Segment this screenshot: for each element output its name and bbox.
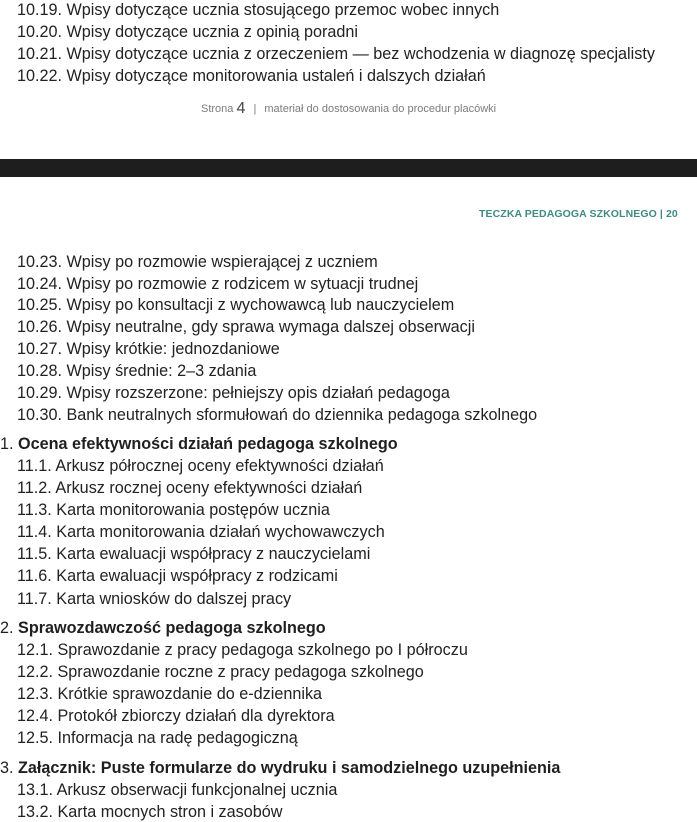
toc-item: 13.1. Arkusz obserwacji funkcjonalnej ucznia: [17, 781, 338, 799]
toc-item: 10.24. Wpisy po rozmowie z rodzicem w sytuacji trudnej: [17, 275, 419, 293]
toc-item: 12.4. Protokół zbiorczy działań dla dyrektora: [17, 707, 335, 725]
toc-item: 11.5. Karta ewaluacji współpracy z nauczycielami: [17, 545, 371, 563]
toc-item: 13.2. Karta mocnych stron i zasobów: [17, 803, 283, 821]
toc-item: 10.23. Wpisy po rozmowie wspierającej z uczniem: [17, 253, 378, 271]
toc-item: 10.26. Wpisy neutralne, gdy sprawa wymaga dalszej obserwacji: [17, 318, 475, 336]
toc-item: 10.27. Wpisy krótkie: jednozdaniowe: [17, 340, 280, 358]
toc-item: 10.25. Wpisy po konsultacji z wychowawcą lub nauczycielem: [17, 296, 455, 314]
toc-item: 10.28. Wpisy średnie: 2–3 zdania: [17, 362, 257, 380]
toc-item: 10.29. Wpisy rozszerzone: pełniejszy opis działań pedagoga: [17, 384, 450, 402]
page-break-divider: [0, 159, 697, 177]
toc-item: 12.2. Sprawozdanie roczne z pracy pedagoga szkolnego: [17, 663, 424, 681]
section-heading: [0, 758, 560, 778]
toc-item: 11.4. Karta monitorowania działań wychowawczych: [17, 523, 385, 541]
section-heading: [0, 434, 398, 454]
footer-separator: |: [253, 103, 257, 115]
footer-page-number: 4: [236, 100, 246, 117]
section-heading: [0, 618, 326, 638]
toc-item: 12.1. Sprawozdanie z pracy pedagoga szkolnego po I półroczu: [17, 641, 468, 659]
toc-item: 11.6. Karta ewaluacji współpracy z rodzicami: [17, 567, 338, 585]
toc-item: 11.1. Arkusz półrocznej oceny efektywności działań: [17, 457, 384, 475]
toc-item: 11.2. Arkusz rocznej oceny efektywności działań: [17, 479, 363, 497]
running-header: TECZKA PEDAGOGA SZKOLNEGO | 20: [479, 208, 678, 220]
section-title: Ocena efektywności działań pedagoga szkolnego: [18, 435, 398, 453]
footer-label: Strona: [201, 103, 234, 115]
section-number: 3.: [0, 759, 14, 777]
page-footer: [201, 101, 496, 117]
toc-item: 10.30. Bank neutralnych sformułowań do dziennika pedagoga szkolnego: [17, 406, 538, 424]
toc-item: 10.19. Wpisy dotyczące ucznia stosującego przemoc wobec innych: [17, 1, 500, 19]
toc-item: 10.20. Wpisy dotyczące ucznia z opinią poradni: [17, 23, 359, 41]
toc-item: 11.7. Karta wniosków do dalszej pracy: [17, 590, 292, 608]
section-number: 2.: [0, 619, 14, 637]
section-number: 1.: [0, 435, 14, 453]
toc-item: 10.21. Wpisy dotyczące ucznia z orzeczeniem — bez wchodzenia w diagnozę specjalisty: [17, 45, 655, 63]
toc-item: 10.22. Wpisy dotyczące monitorowania ustaleń i dalszych działań: [17, 67, 486, 85]
toc-item: 12.5. Informacja na radę pedagogiczną: [17, 729, 298, 747]
toc-item: 12.3. Krótkie sprawozdanie do e-dziennika: [17, 685, 323, 703]
section-title: Sprawozdawczość pedagoga szkolnego: [18, 619, 326, 637]
footer-note: materiał do dostosowania do procedur placówki: [264, 103, 497, 115]
toc-item: 11.3. Karta monitorowania postępów ucznia: [17, 501, 330, 519]
section-title: Załącznik: Puste formularze do wydruku i samodzielnego uzupełnienia: [18, 759, 561, 777]
